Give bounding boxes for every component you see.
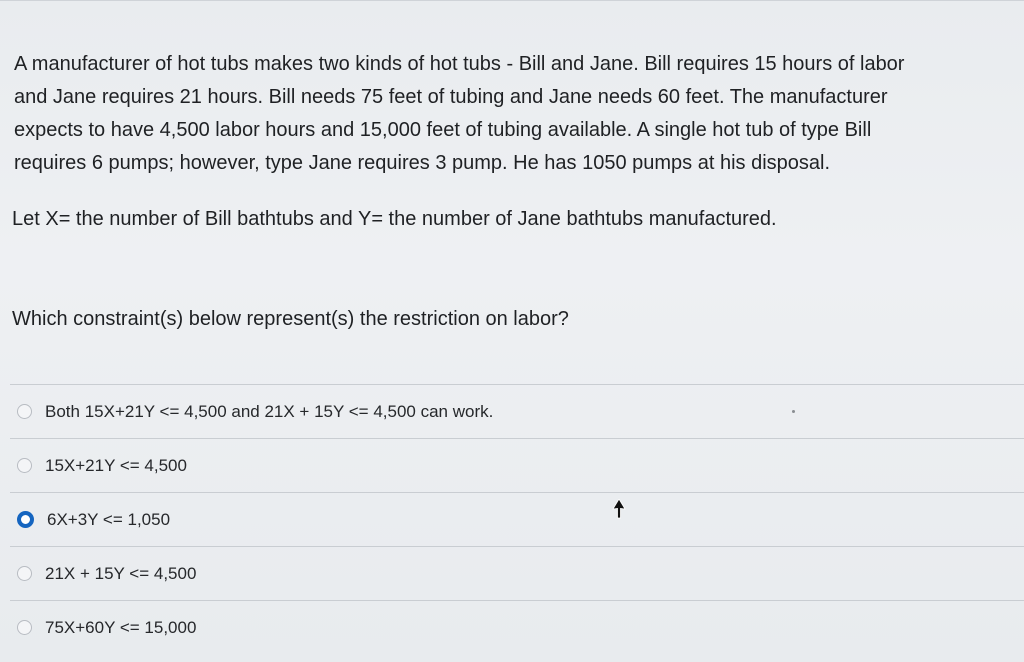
question-prompt bbox=[14, 48, 1014, 180]
prompt-line-1: A manufacturer of hot tubs makes two kinds of hot tubs - Bill and Jane. Bill requires 15 hours of labor bbox=[14, 53, 905, 75]
variable-definition: Let X= the number of Bill bathtubs and Y= the number of Jane bathtubs manufactured. bbox=[12, 208, 777, 230]
prompt-line-4: requires 6 pumps; however, type Jane requires 3 pump. He has 1050 pumps at his disposal. bbox=[14, 152, 831, 174]
option-1-label: Both 15X+21Y <= 4,500 and 21X + 15Y <= 4,500 can work. bbox=[45, 401, 494, 421]
radio-button-option-2[interactable] bbox=[17, 458, 32, 473]
option-4-label: 21X + 15Y <= 4,500 bbox=[45, 563, 197, 583]
radio-button-option-1[interactable] bbox=[17, 404, 32, 419]
prompt-line-2: and Jane requires 21 hours. Bill needs 75 feet of tubing and Jane needs 60 feet. The manufacturer bbox=[14, 86, 888, 108]
prompt-line-3: expects to have 4,500 labor hours and 15,000 feet of tubing available. A single hot tub of type Bill bbox=[14, 119, 872, 141]
mouse-pointer-icon bbox=[612, 499, 626, 519]
stray-dot bbox=[792, 410, 795, 413]
answer-options bbox=[0, 384, 1024, 654]
question-text: Which constraint(s) below represent(s) the restriction on labor? bbox=[12, 308, 569, 330]
option-4[interactable] bbox=[0, 547, 1024, 600]
radio-button-option-4[interactable] bbox=[17, 566, 32, 581]
option-1[interactable] bbox=[0, 385, 1024, 438]
option-2[interactable] bbox=[0, 439, 1024, 492]
option-3[interactable] bbox=[0, 493, 1024, 546]
option-2-label: 15X+21Y <= 4,500 bbox=[45, 455, 187, 475]
radio-button-option-5[interactable] bbox=[17, 620, 32, 635]
option-5[interactable] bbox=[0, 601, 1024, 654]
option-5-label: 75X+60Y <= 15,000 bbox=[45, 617, 197, 637]
option-3-label: 6X+3Y <= 1,050 bbox=[47, 509, 171, 529]
radio-button-option-3-selected[interactable] bbox=[17, 511, 34, 528]
